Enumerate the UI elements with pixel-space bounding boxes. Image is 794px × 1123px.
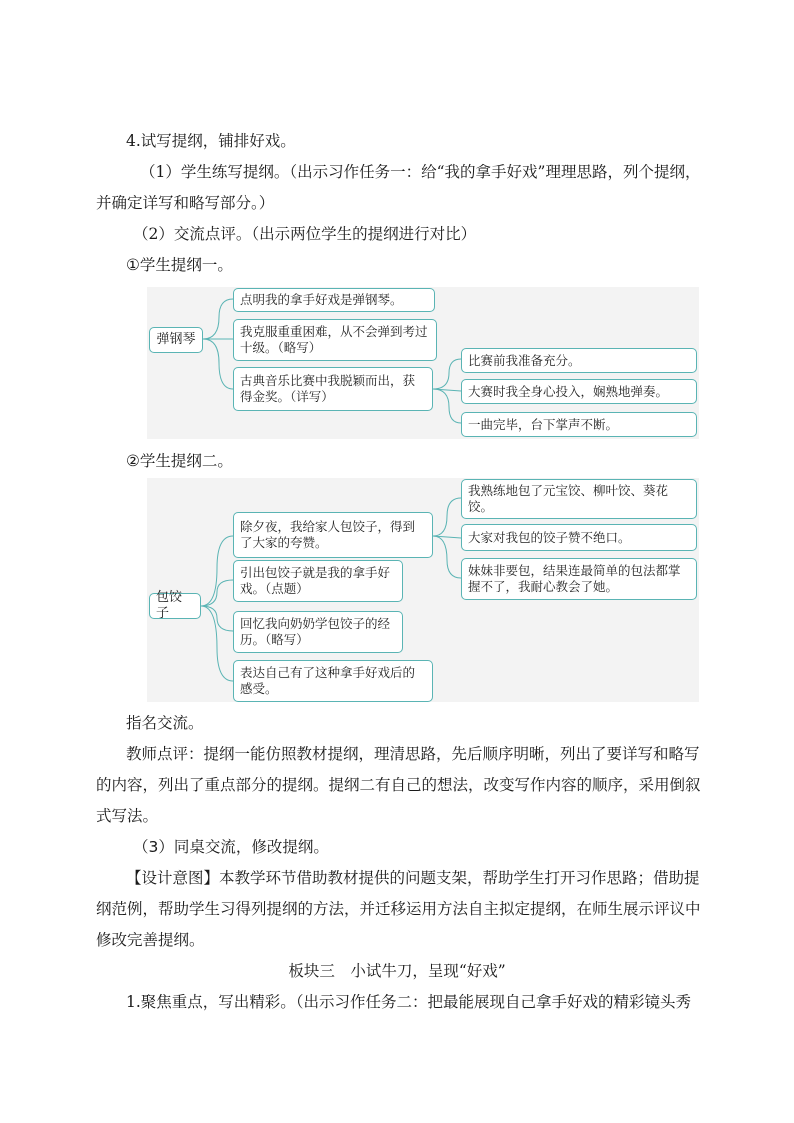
- outline-2-root-node: 包饺子: [149, 593, 201, 619]
- outline-1-sub-node: 大赛时我全身心投入，娴熟地弹奏。: [461, 379, 697, 404]
- outline-2-branch-node: 引出包饺子就是我的拿手好戏。（点题）: [233, 560, 403, 602]
- block-3-title: 板块三 小试牛刀，呈现“好戏”: [288, 962, 506, 980]
- outline-1-mind-map: [147, 287, 699, 439]
- outline-1-branch-node: 点明我的拿手好戏是弹钢琴。: [233, 288, 435, 312]
- outline-1-sub-node: 一曲完毕，台下掌声不断。: [461, 412, 697, 437]
- outline-2-mind-map: [147, 478, 699, 702]
- outline-2-branch-node: 表达自己有了这种拿手好戏后的感受。: [233, 660, 433, 702]
- step-1-line-1: （1）学生练写提纲。（出示习作任务一：给“我的拿手好戏”理理思路，列个提纲，: [140, 163, 701, 181]
- step-2: （2）交流点评。（出示两位学生的提纲进行对比）: [133, 225, 477, 243]
- outline-1-branch-node: 古典音乐比赛中我脱颖而出，获得金奖。（详写）: [233, 367, 433, 411]
- teacher-comment-line-3: 式写法。: [96, 807, 159, 825]
- outline-2-sub-node: 妹妹非要包，结果连最简单的包法都掌握不了，我耐心教会了她。: [461, 558, 697, 600]
- step-3: （3）同桌交流，修改提纲。: [133, 838, 329, 856]
- teacher-comment-line-1: 教师点评：提纲一能仿照教材提纲，理清思路，先后顺序明晰，列出了要详写和略写: [126, 745, 700, 763]
- section-4-heading: 4.试写提纲，铺排好戏。: [126, 132, 296, 150]
- outline-2-sub-node: 我熟练地包了元宝饺、柳叶饺、葵花饺。: [461, 479, 697, 519]
- outline-1-label: ①学生提纲一。: [126, 256, 233, 274]
- outline-2-sub-node: 大家对我包的饺子赞不绝口。: [461, 524, 697, 551]
- outline-1-root-node: 弹钢琴: [149, 327, 203, 353]
- named-exchange: 指名交流。: [126, 714, 204, 732]
- outline-2-branch-node: 回忆我向奶奶学包饺子的经历。（略写）: [233, 611, 403, 653]
- teacher-comment-line-2: 的内容，列出了重点部分的提纲。提纲二有自己的想法，改变写作内容的顺序，采用倒叙: [96, 776, 701, 794]
- design-intent-line-2: 纲范例，帮助学生习得列提纲的方法，并迁移运用方法自主拟定提纲，在师生展示评议中: [96, 900, 701, 918]
- outline-1-sub-node: 比赛前我准备充分。: [461, 348, 697, 373]
- step-1-line-2: 并确定详写和略写部分。）: [96, 194, 275, 212]
- design-intent-line-1: 【设计意图】本教学环节借助教材提供的问题支架，帮助学生打开习作思路；借助提: [126, 869, 700, 887]
- outline-2-label: ②学生提纲二。: [126, 452, 233, 470]
- focus-line: 1.聚焦重点，写出精彩。（出示习作任务二：把最能展现自己拿手好戏的精彩镜头秀: [126, 993, 692, 1011]
- outline-1-branch-node: 我克服重重困难，从不会弹到考过十级。（略写）: [233, 319, 437, 361]
- design-intent-line-3: 修改完善提纲。: [96, 931, 205, 949]
- outline-2-branch-node: 除夕夜，我给家人包饺子，得到了大家的夸赞。: [233, 512, 433, 558]
